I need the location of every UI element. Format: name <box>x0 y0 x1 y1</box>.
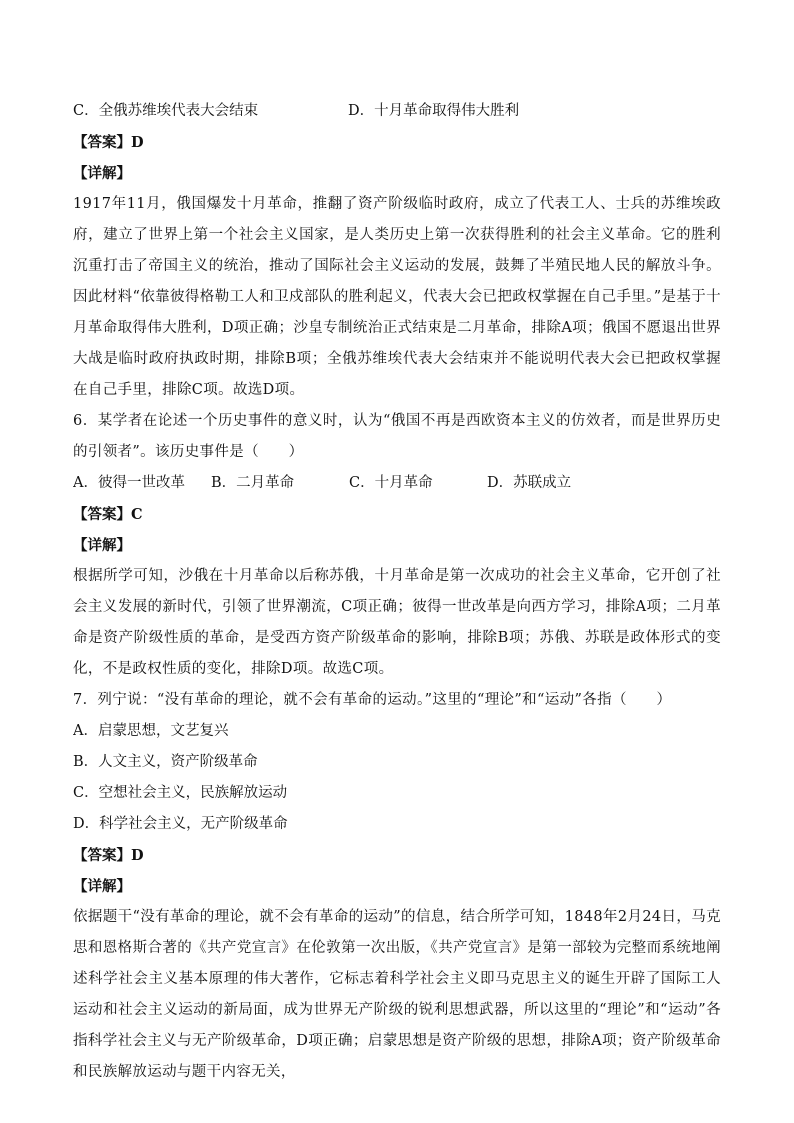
q6-stem: 6．某学者在论述一个历史事件的意义时，认为“俄国不再是西欧资本主义的仿效者，而是世界历史的引领者”。该历史事件是（ ） <box>73 413 721 460</box>
q7-option-a: A．启蒙思想，文艺复兴 <box>73 723 229 739</box>
q7-detail-label: 【详解】 <box>73 878 131 895</box>
q6-detail-label: 【详解】 <box>73 537 131 554</box>
q7-answer: 【答案】D <box>73 847 144 864</box>
q6-answer: 【答案】C <box>73 506 143 523</box>
q6-option-a: A．彼得一世改革 <box>73 475 185 491</box>
q6-detail-text: 根据所学可知，沙俄在十月革命以后称苏俄，十月革命是第一次成功的社会主义革命，它开创了社会主义发展的新时代，引领了世界潮流，C项正确；彼得一世改革是向西方学习，排除A项；二月革命是资产阶级性质的革命，是受西方资产阶级革命的影响，排除B项；苏俄、苏联是政体形式的变化，不是政权性质的变化，排除D项。故选C项。 <box>73 568 721 677</box>
q7-detail-text: 依据题干“没有革命的理论，就不会有革命的运动”的信息，结合所学可知，1848年2月24日，马克思和恩格斯合著的《共产党宣言》在伦敦第一次出版，《共产党宣言》是第一部较为完整而系统地阐述科学社会主义基本原理的伟大著作，它标志着科学社会主义即马克思主义的诞生开辟了国际工人运动和社会主义运动的新局面，成为世界无产阶级的锐利思想武器，所以这里的“理论”和“运动”各指科学社会主义与无产阶级革命，D项正确；启蒙思想是资产阶级的思想，排除A项；资产阶级革命和民族解放运动与题干内容无关， <box>73 909 721 1080</box>
q5-options-row <box>73 96 721 127</box>
q7-option-c: C．空想社会主义，民族解放运动 <box>73 785 288 801</box>
q5-answer: 【答案】D <box>73 134 144 151</box>
q5-detail-text: 1917年11月，俄国爆发十月革命，推翻了资产阶级临时政府，成立了代表工人、士兵的苏维埃政府，建立了世界上第一个社会主义国家，是人类历史上第一次获得胜利的社会主义革命。它的胜利沉重打击了帝国主义的统治，推动了国际社会主义运动的发展，鼓舞了半殖民地人民的解放斗争。因此材料“依靠彼得格勒工人和卫戍部队的胜利起义，代表大会已把政权掌握在自己手里。”是基于十月革命取得伟大胜利，D项正确；沙皇专制统治正式结束是二月革命，排除A项；俄国不愿退出世界大战是临时政府执政时期，排除B项；全俄苏维埃代表大会结束并不能说明代表大会已把政权掌握在自己手里，排除C项。故选D项。 <box>73 196 721 398</box>
q6-option-d: D．苏联成立 <box>487 475 572 491</box>
q7-option-d: D．科学社会主义，无产阶级革命 <box>73 816 288 832</box>
q6-option-c: C．十月革命 <box>349 475 433 491</box>
q7-stem: 7．列宁说：“没有革命的理论，就不会有革命的运动。”这里的“理论”和“运动”各指（ ） <box>73 692 672 708</box>
question-content <box>73 96 721 1088</box>
q5-option-c: C．全俄苏维埃代表大会结束 <box>73 103 259 119</box>
q6-option-b: B．二月革命 <box>211 475 295 491</box>
q6-options-row <box>73 468 721 499</box>
q7-option-b: B．人文主义，资产阶级革命 <box>73 754 258 770</box>
q5-option-d: D．十月革命取得伟大胜利 <box>348 103 520 119</box>
q5-detail-label: 【详解】 <box>73 165 131 182</box>
